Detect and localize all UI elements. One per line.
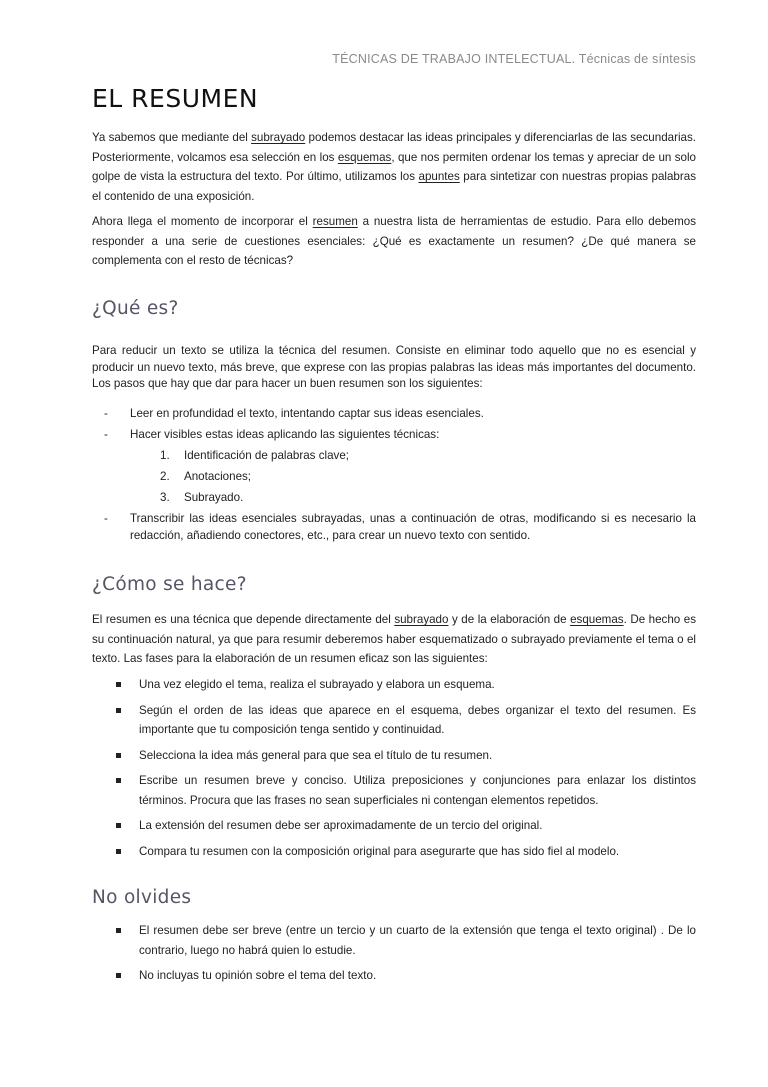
list-item	[92, 426, 696, 506]
list-item	[130, 489, 696, 506]
square-bullet-icon	[116, 823, 121, 828]
section-heading-que-es: ¿Qué es?	[92, 298, 179, 319]
dash-marker: -	[104, 428, 108, 441]
text-run: para sintetizar con nuestras propias palabras el contenido de una exposición.	[92, 170, 696, 203]
text-run: a nuestra lista de herramientas de estudio. Para ello debemos responder a una serie de cuestiones esenciales: ¿Qué es exactamente un resumen? ¿De qué manera se complementa con el resto de técnicas?	[92, 215, 696, 267]
page-title: EL RESUMEN	[92, 84, 259, 113]
list-item	[92, 746, 696, 766]
square-bullet-icon	[116, 708, 121, 713]
intro-paragraph-2	[92, 212, 696, 271]
phase-text: Escribe un resumen breve y conciso. Utiliza preposiciones y conjunciones para enlazar los distintos términos. Procura que las frases no sean superficiales ni contengan elementos repetidos.	[139, 774, 696, 807]
list-item	[92, 701, 696, 740]
list-item	[130, 468, 696, 485]
phase-text: Selecciona la idea más general para que sea el título de tu resumen.	[139, 748, 493, 762]
list-item	[92, 921, 696, 960]
link-resumen[interactable]: resumen	[312, 215, 358, 228]
running-header: TÉCNICAS DE TRABAJO INTELECTUAL. Técnicas de síntesis	[332, 52, 696, 66]
square-bullet-icon	[116, 753, 121, 758]
link-esquemas[interactable]: esquemas	[570, 613, 624, 626]
list-item	[92, 966, 696, 986]
square-bullet-icon	[116, 778, 121, 783]
list-item	[92, 675, 696, 695]
text-run: , que nos permiten ordenar los temas y apreciar de un solo golpe de vista la estructura del texto. Por último, utilizamos los	[92, 150, 696, 183]
square-bullet-icon	[116, 849, 121, 854]
list-item	[92, 842, 696, 862]
item-number: 1.	[160, 449, 170, 462]
phase-text: La extensión del resumen debe ser aproximadamente de un tercio del original.	[139, 819, 543, 832]
link-esquemas[interactable]: esquemas	[337, 150, 392, 164]
steps-list	[92, 405, 696, 548]
como-se-hace-paragraph	[92, 610, 696, 669]
link-subrayado[interactable]: subrayado	[394, 613, 449, 626]
section-heading-no-olvides: No olvides	[92, 887, 192, 908]
square-bullet-icon	[116, 973, 121, 978]
intro-paragraph-1	[92, 128, 696, 206]
phase-text: Una vez elegido el tema, realiza el subrayado y elabora un esquema.	[139, 678, 495, 691]
section-heading-como-se-hace: ¿Cómo se hace?	[92, 574, 247, 595]
text-run: Ya sabemos que mediante del	[92, 131, 252, 144]
link-apuntes[interactable]: apuntes	[418, 170, 460, 183]
text-run: y de la elaboración de	[448, 613, 571, 626]
phases-list	[92, 675, 696, 867]
item-text: Identificación de palabras clave;	[184, 449, 349, 462]
item-number: 3.	[160, 491, 170, 504]
phase-text: Según el orden de las ideas que aparece en el esquema, debes organizar el texto del resumen. Es importante que tu composición tenga sentido y continuidad.	[139, 703, 696, 736]
list-item	[92, 771, 696, 810]
text-run: podemos destacar las ideas principales y diferenciarlas de las secundarias. Posteriormente, volcamos esa selección en los	[92, 131, 696, 164]
step-text: Transcribir las ideas esenciales subrayadas, unas a continuación de otras, modificando si es necesario la redacción, añadiendo conectores, etc., para crear un nuevo texto con sentido.	[130, 512, 696, 542]
reminder-text: El resumen debe ser breve (entre un tercio y un cuarto de la extensión que tenga el texto original) . De lo contrario, luego no habrá quien lo estudie.	[139, 924, 696, 957]
text-run: El resumen es una técnica que depende directamente del	[92, 613, 395, 626]
item-text: Subrayado.	[184, 491, 244, 504]
list-item	[92, 405, 696, 422]
square-bullet-icon	[116, 928, 121, 933]
list-item	[92, 510, 696, 544]
square-bullet-icon	[116, 682, 121, 687]
dash-marker: -	[104, 512, 108, 525]
item-text: Anotaciones;	[184, 470, 252, 483]
techniques-list	[130, 447, 696, 506]
list-item	[92, 816, 696, 836]
dash-marker: -	[104, 407, 108, 420]
reminder-text: No incluyas tu opinión sobre el tema del texto.	[139, 969, 377, 982]
text-run: . De hecho es su continuación natural, ya que para resumir deberemos haber esquematizado o subrayado previamente el tema o el texto. Las fases para la elaboración de un resumen eficaz son las siguientes:	[92, 613, 696, 665]
phase-text: Compara tu resumen con la composición original para asegurarte que has sido fiel al modelo.	[139, 844, 620, 858]
list-item	[130, 447, 696, 464]
link-subrayado[interactable]: subrayado	[251, 131, 306, 144]
reminders-list	[92, 921, 696, 992]
step-text: Hacer visibles estas ideas aplicando las siguientes técnicas:	[130, 428, 440, 441]
step-text: Leer en profundidad el texto, intentando captar sus ideas esenciales.	[130, 407, 484, 420]
text-run: Ahora llega el momento de incorporar el	[92, 215, 313, 228]
item-number: 2.	[160, 470, 170, 483]
que-es-paragraph: Para reducir un texto se utiliza la técnica del resumen. Consiste en eliminar todo aquello que no es esencial y producir un nuevo texto, más breve, que exprese con las propias palabras las ideas más importantes del documento. Los pasos que hay que dar para hacer un buen resumen son los siguientes:	[92, 344, 696, 390]
